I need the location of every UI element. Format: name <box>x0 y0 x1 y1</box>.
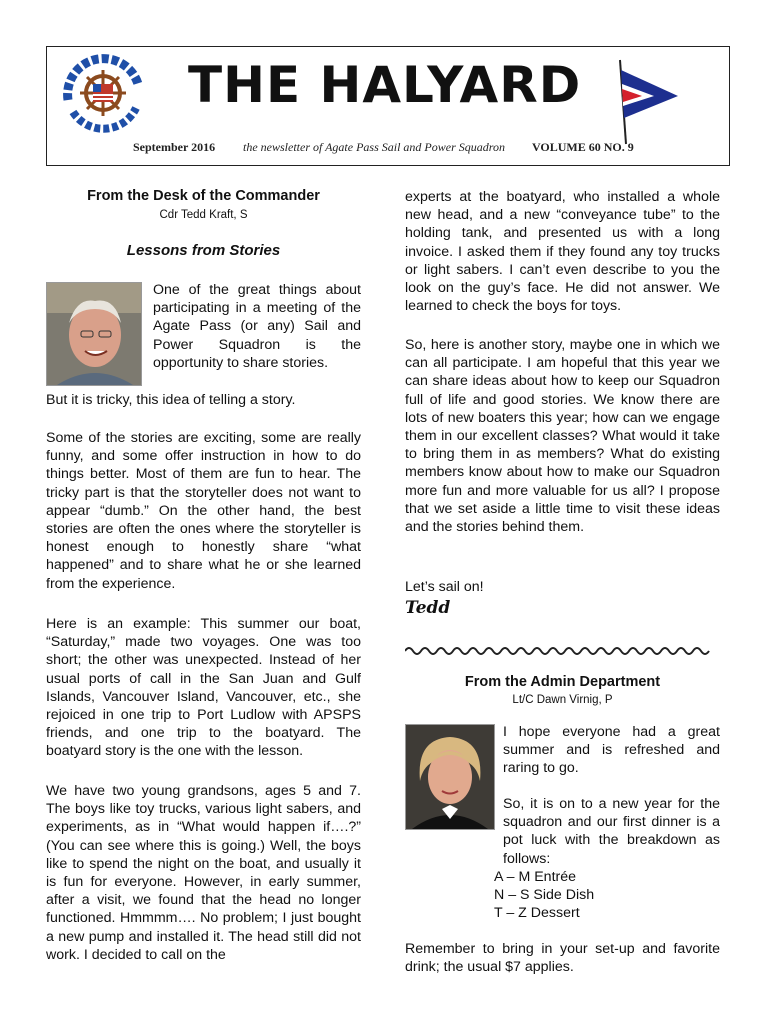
commander-paragraph-4: Here is an example: This summer our boat, “Saturday,” made two voyages. One was too short; the other was unexpected. Instead of her usual ports of call in the San Juan and Gulf Islands, Vancouver Island, Vancouver, etc., she rejoiced in one trip to Port Ludlow with APSPS friends, and one trip to the boatyard. The boatyard story is the one with the lesson. <box>46 616 361 760</box>
commander-paragraph-7: So, here is another story, maybe one in which we can all participate. I am hopeful that this year we can share ideas about how to keep our Squadron full of life and good stories. We know there are lots of new boaters this year; how can we engage them in our excellent classes? What would it take to bring them in as members? What do existing members know about how to make our Squadron more fun and more valuable for us all? I propose that we set aside a little time to visit these ideas and the stories behind them. <box>405 337 720 536</box>
newsletter-tagline: the newsletter of Agate Pass Sail and Power Squadron <box>243 140 505 154</box>
newsletter-title: THE HALYARD <box>188 56 582 114</box>
commander-subheading: Lessons from Stories <box>126 242 281 259</box>
issue-date: September 2016 <box>133 140 216 154</box>
commander-paragraph-5: We have two young grandsons, ages 5 and 7. The boys like toy trucks, various light sabers, and experiments, as in “What would happen if….?” (You can see where this is going.) Well, the boys like to spend the night on the boat, and usually it is fun for everyone. However, in early summer, after a visit, we found that the head no longer functioned. Hmmmm…. No problem; I just bought a new pump and installed it. The head still did not work. I decided to call on the <box>46 783 361 963</box>
admin-heading: From the Admin Department <box>464 674 661 690</box>
commander-byline: Cdr Tedd Kraft, S <box>159 209 248 221</box>
section-divider <box>405 645 713 657</box>
potluck-item: A – M Entrée <box>494 869 577 885</box>
admin-paragraph-2-start <box>503 795 720 868</box>
commander-photo <box>46 282 142 386</box>
commander-paragraph-3: Some of the stories are exciting, some are really funny, and some offer instruction in how to do things better. Most of them are fun to hear. The tricky part is that the storyteller does not want to appear “dumb.” On the other hand, the best stories are often the ones where the storyteller is honest enough to honestly share “what happened” and to share what he or she learned from the experience. <box>46 430 361 592</box>
commander-signature: Tedd <box>405 598 451 618</box>
potluck-item: N – S Side Dish <box>494 887 595 904</box>
burgee-flag-icon <box>612 56 682 146</box>
admin-paragraph-2: So, it is on to a new year for the squadron and our first dinner is a pot luck with the breakdown as follows: <box>503 796 720 867</box>
potluck-list <box>494 868 594 923</box>
potluck-item: T – Z Dessert <box>494 905 580 922</box>
commander-closing: Let’s sail on! <box>405 579 484 595</box>
admin-paragraph-1: I hope everyone had a great summer and is refreshed and raring to go. <box>503 724 720 777</box>
admin-paragraph-3: Remember to bring in your set-up and favorite drink; the usual $7 applies. <box>405 941 720 976</box>
admin-byline: Lt/C Dawn Virnig, P <box>512 694 613 706</box>
commander-paragraph-6: experts at the boatyard, who installed a whole new head, and a new “conveyance tube” to the holding tank, and presented us with a long invoice. I asked them if they found any toy trucks or light sabers. I can’t even describe to you the look on the guy’s face. He did not answer. We learned to check the boys for toys. <box>405 189 720 315</box>
commander-paragraph-2: But it is tricky, this idea of telling a story. <box>46 392 296 408</box>
commander-heading: From the Desk of the Commander <box>87 188 320 204</box>
usps-logo <box>58 48 148 138</box>
admin-photo <box>405 724 495 830</box>
volume-number: VOLUME 60 NO. 9 <box>532 140 634 154</box>
commander-paragraph-1: One of the great things about participating in a meeting of the Agate Pass (or any) Sail and Power Squadron is the opportunity to share stories. <box>153 282 361 371</box>
